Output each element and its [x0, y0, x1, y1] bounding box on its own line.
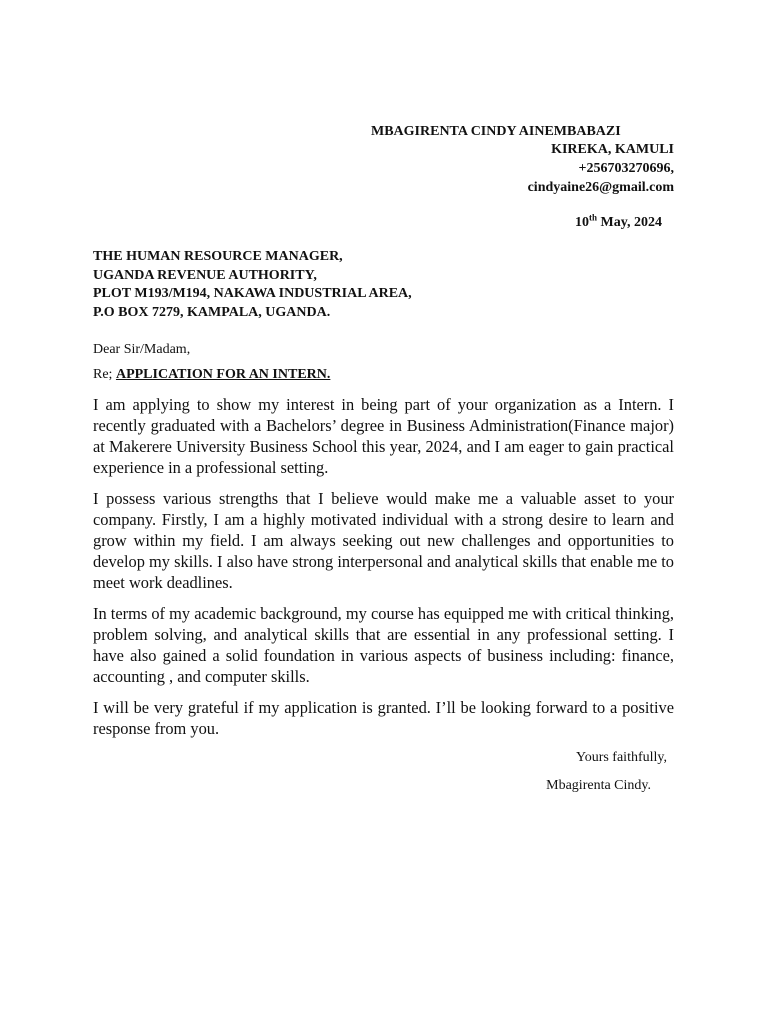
- sender-name: MBAGIRENTA CINDY AINEMBABAZI: [371, 124, 621, 139]
- recipient-address: [93, 248, 412, 322]
- letter-date: [575, 214, 662, 232]
- sender-phone: +256703270696,: [578, 161, 674, 176]
- closing: Yours faithfully,: [575, 750, 667, 765]
- date-day: 10: [575, 215, 590, 230]
- letter-body: [93, 394, 674, 749]
- date-ordinal: th: [589, 212, 598, 223]
- body-paragraph: I possess various strengths that I believe would make me a valuable asset to your company. Firstly, I am a highly motivated individual with a strong desire to learn and grow within my field. I am always seeking out new challenges and opportunities to develop my skills. I also have strong interpersonal and analytical skills that enable me to meet work deadlines.: [93, 489, 674, 592]
- body-paragraph: In terms of my academic background, my course has equipped me with critical thinking, problem solving, and analytical skills that are essential in any professional setting. I have also gained a solid foundation in various aspects of business including: finance, accounting , and computer skills.: [93, 604, 674, 686]
- signature-name: Mbagirenta Cindy.: [546, 778, 651, 793]
- subject-title: APPLICATION FOR AN INTERN.: [115, 367, 331, 382]
- subject-prefix: Re;: [93, 367, 116, 382]
- sender-town: KIREKA, KAMULI: [551, 142, 674, 157]
- recipient-line: PLOT M193/M194, NAKAWA INDUSTRIAL AREA,: [93, 286, 412, 301]
- recipient-line: UGANDA REVENUE AUTHORITY,: [93, 267, 317, 283]
- body-paragraph: I will be very grateful if my application is granted. I’ll be looking forward to a positive response from you.: [93, 698, 674, 738]
- date-month-year: May, 2024: [597, 215, 662, 230]
- subject-line: [93, 366, 330, 384]
- salutation: Dear Sir/Madam,: [93, 342, 191, 357]
- body-paragraph: I am applying to show my interest in being part of your organization as a Intern. I recently graduated with a Bachelors’ degree in Business Administration(Finance major) at Makerere University Business School this year, 2024, and I am eager to gain practical experience in a professional setting.: [93, 395, 674, 477]
- recipient-line: P.O BOX 7279, KAMPALA, UGANDA.: [93, 304, 331, 320]
- recipient-line: THE HUMAN RESOURCE MANAGER,: [93, 249, 343, 264]
- sender-email: cindyaine26@gmail.com: [527, 180, 674, 195]
